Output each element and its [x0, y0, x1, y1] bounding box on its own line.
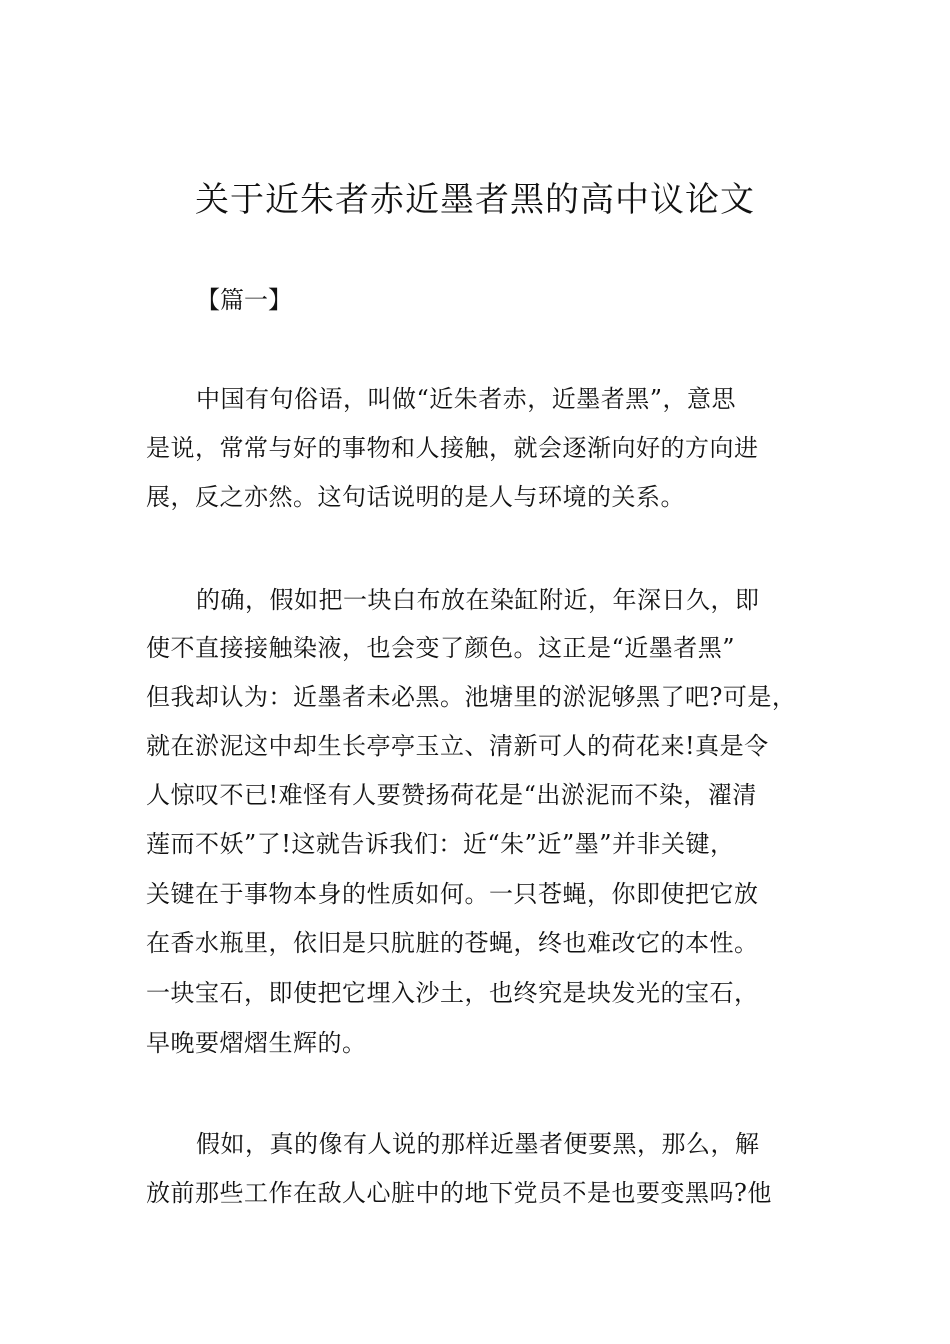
paragraph-1-line-3: 展，反之亦然。这句话说明的是人与环境的关系。	[146, 483, 685, 511]
paragraph-2-line-2: 使不直接接触染液，也会变了颜色。这正是“近墨者黑”	[146, 634, 736, 662]
paragraph-2-line-3: 但我却认为：近墨者未必黑。池塘里的淤泥够黑了吧?可是，	[146, 683, 797, 711]
document-title: 关于近朱者赤近墨者黑的高中议论文	[195, 180, 755, 220]
paragraph-2-line-10: 早晚要熠熠生辉的。	[146, 1029, 367, 1057]
paragraph-2-line-1: 的确，假如把一块白布放在染缸附近，年深日久，即	[196, 586, 760, 614]
paragraph-3-line-1: 假如，真的像有人说的那样近墨者便要黑，那么，解	[196, 1130, 760, 1158]
paragraph-3-line-2: 放前那些工作在敌人心脏中的地下党员不是也要变黑吗?他	[146, 1179, 772, 1207]
paragraph-1-line-1: 中国有句俗语，叫做“近朱者赤，近墨者黑”，意思	[196, 385, 737, 413]
paragraph-2-line-9: 一块宝石，即使把它埋入沙土，也终究是块发光的宝石，	[146, 979, 759, 1007]
paragraph-1-line-2: 是说，常常与好的事物和人接触，就会逐渐向好的方向进	[146, 434, 759, 462]
paragraph-2-line-5: 人惊叹不已!难怪有人要赞扬荷花是“出淤泥而不染，濯清	[146, 781, 757, 809]
section-label: 【篇一】	[196, 286, 292, 314]
paragraph-2-line-6: 莲而不妖”了!这就告诉我们：近“朱”近”墨”并非关键，	[146, 830, 735, 858]
paragraph-2-line-4: 就在淤泥这中却生长亭亭玉立、清新可人的荷花来!真是令	[146, 732, 769, 760]
paragraph-2-line-8: 在香水瓶里，依旧是只肮脏的苍蝇，终也难改它的本性。	[146, 929, 759, 957]
paragraph-2-line-7: 关键在于事物本身的性质如何。一只苍蝇，你即使把它放	[146, 880, 759, 908]
